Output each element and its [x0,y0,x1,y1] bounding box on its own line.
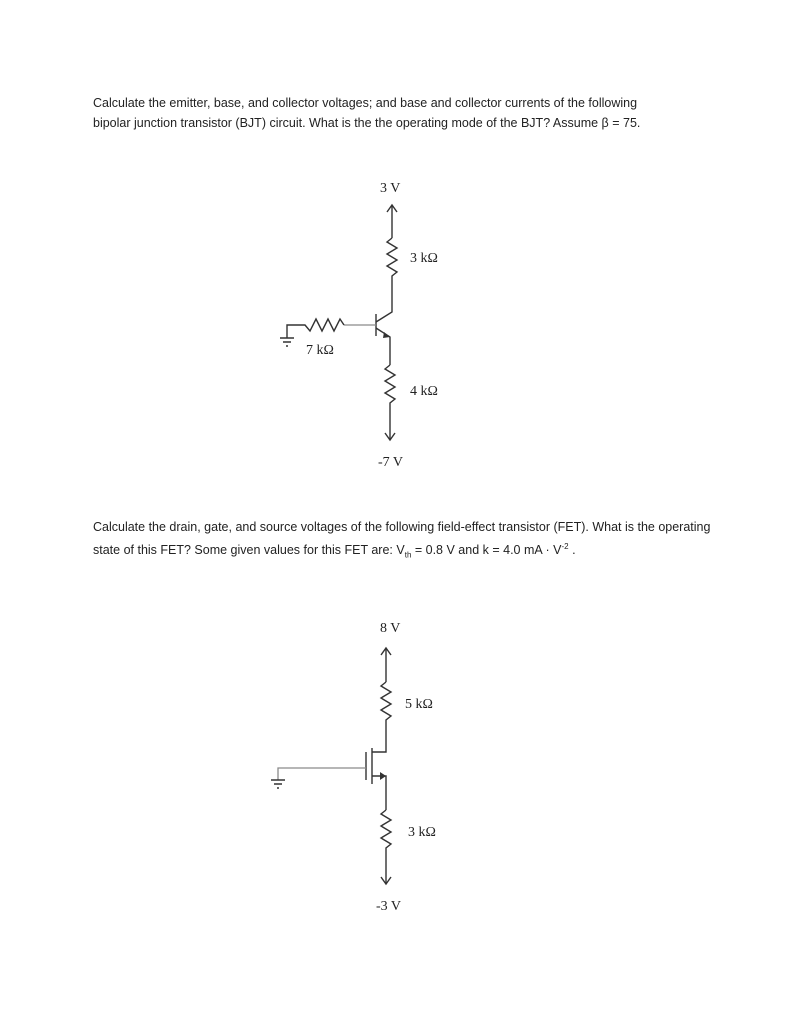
question-1-text [93,93,713,133]
bjt-base-resistor-label: 7 kΩ [306,343,334,358]
fet-source-arrow [380,772,386,780]
bjt-collector-resistor [387,238,397,300]
fet-supply-top-arrow [381,648,391,682]
bjt-supply-top-arrow [387,205,397,238]
question-2-part-3: . [568,543,576,558]
question-1-line-2: bipolar junction transistor (BJT) circuit. What is the the operating mode of the BJT? Assume β = 75. [93,116,641,130]
fet-supply-top-label: 8 V [380,621,401,636]
bjt-collector-resistor-label: 3 kΩ [410,251,438,266]
fet-supply-bottom-arrow [381,877,391,884]
bjt-emitter-lead [376,328,390,365]
bjt-supply-bottom-arrow [385,433,395,440]
question-2-part-1: Calculate the drain, gate, and source voltages of the following field-effect transistor (FET). What is the operating state of this FET? Some given values for this FET are: V [93,520,711,558]
question-2-part-2: = 0.8 V and k = 4.0 mA · V [411,543,562,558]
fet-supply-bottom-label: -3 V [376,899,402,914]
question-2-text [93,517,713,566]
bjt-emitter-resistor-label: 4 kΩ [410,384,438,399]
bjt-collector-lead [376,300,392,322]
fet-ground-icon [271,780,285,788]
bjt-emitter-resistor [385,365,395,440]
bjt-base-resistor [287,319,344,338]
k-superscript: -2 [561,542,569,551]
fet-source-resistor [381,810,391,884]
bjt-ground-icon [280,338,294,346]
fet-drain-resistor [372,682,391,752]
bjt-emitter-arrow [383,332,390,338]
question-1-line-1: Calculate the emitter, base, and collector voltages; and base and collector currents of the following [93,96,638,110]
vth-subscript: th [404,550,412,560]
fet-gate-wire [278,768,366,780]
fet-drain-resistor-label: 5 kΩ [405,697,433,712]
bjt-supply-bottom-label: -7 V [378,455,404,470]
fet-source-lead [372,776,386,810]
fet-source-resistor-label: 3 kΩ [408,825,436,840]
bjt-supply-top-label: 3 V [380,181,401,196]
